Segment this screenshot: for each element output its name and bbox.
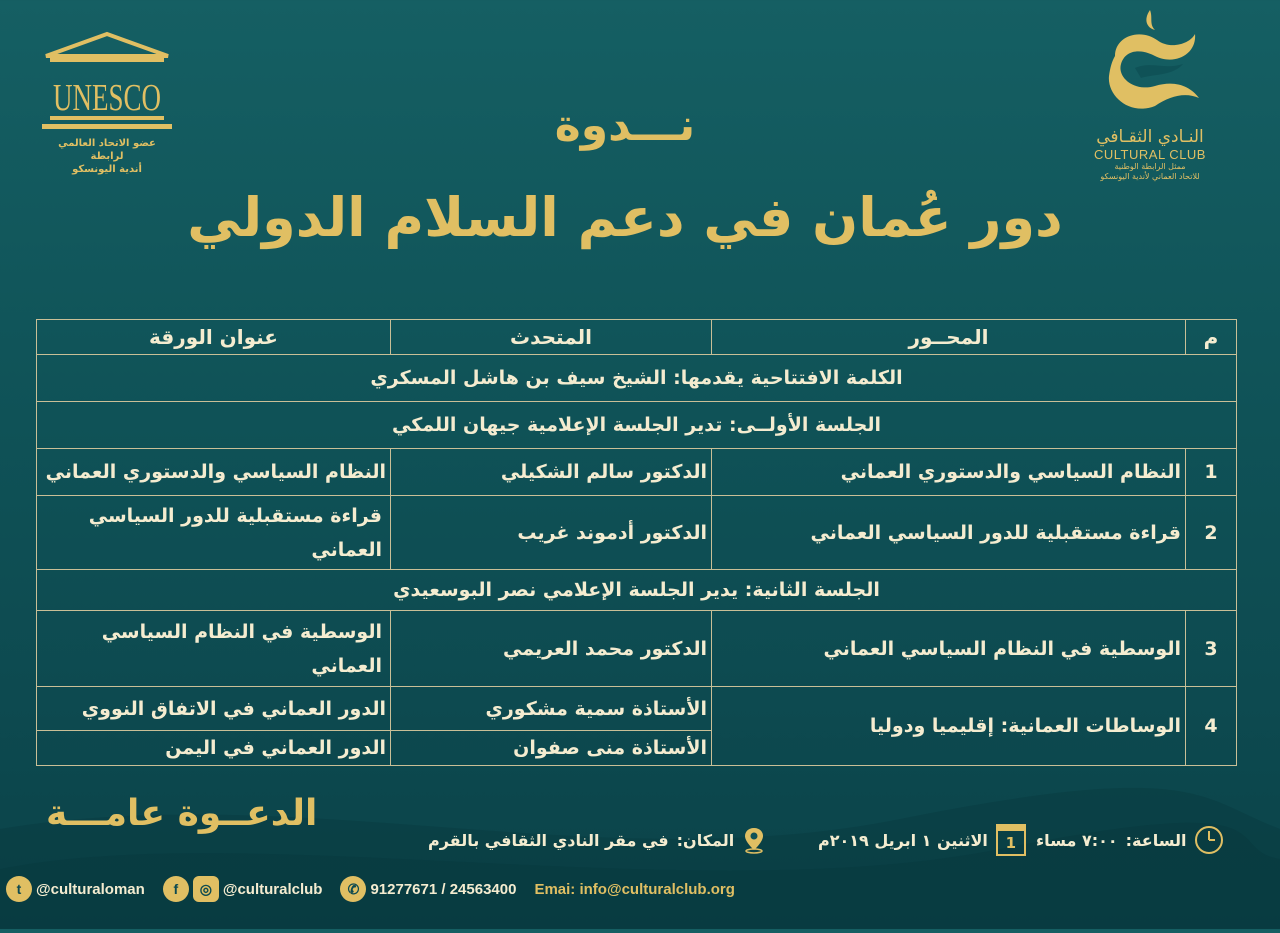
calendar-icon: 1	[996, 824, 1026, 856]
row-paper: الدور العماني في الاتفاق النووي	[37, 687, 391, 731]
email-address: Emai: info@culturalclub.org	[534, 880, 735, 898]
cultural-club-logo	[1080, 6, 1220, 182]
row-paper: النظام السياسي والدستوري العماني	[37, 449, 391, 496]
row-axis: الوسطية في النظام السياسي العماني	[712, 611, 1186, 687]
row-speaker: الدكتور أدموند غريب	[391, 496, 712, 570]
unesco-caption-2: أندية اليونسكو	[72, 164, 142, 175]
unesco-word: UNESCO	[53, 77, 161, 119]
table-row	[37, 355, 1237, 402]
row-num: 4	[1186, 687, 1237, 766]
row-paper: الدور العماني في اليمن	[37, 731, 391, 766]
date-value: الاثنين ١ ابريل ٢٠١٩م	[818, 830, 988, 850]
event-main-title: دور عُمان في دعم السلام الدولي	[187, 186, 1063, 249]
row-speaker: الدكتور سالم الشكيلي	[391, 449, 712, 496]
unesco-caption-1: عضو الاتحاد العالمي لرابطة	[58, 138, 156, 162]
location-pin-icon	[742, 826, 766, 854]
twitter-handle: @culturaloman	[36, 880, 145, 898]
row-speaker: الأستاذة سمية مشكوري	[391, 687, 712, 731]
row-num: 1	[1186, 449, 1237, 496]
event-type-title: نـــدوة	[554, 100, 696, 151]
facebook-icon: f	[163, 876, 189, 902]
row-paper: الوسطية في النظام السياسي العماني	[37, 611, 391, 687]
social-contact[interactable]	[163, 876, 323, 902]
place-value: في مقر النادي الثقافي بالقرم	[428, 830, 669, 850]
row-axis: النظام السياسي والدستوري العماني	[712, 449, 1186, 496]
program-table	[36, 319, 1237, 766]
club-sub-2: للاتحاد العماني لأندية اليونسكو	[1100, 172, 1200, 181]
table-row	[37, 402, 1237, 449]
opening-speech: الكلمة الافتتاحية يقدمها: الشيخ سيف بن هاشل المسكري	[37, 355, 1237, 402]
event-place	[428, 820, 766, 860]
row-axis: الوساطات العمانية: إقليميا ودوليا	[712, 687, 1186, 766]
club-name-en: CULTURAL CLUB	[1094, 147, 1206, 162]
phone-numbers: 91277671 / 24563400	[370, 880, 517, 898]
row-num: 3	[1186, 611, 1237, 687]
twitter-icon: t	[6, 876, 32, 902]
twitter-contact[interactable]	[6, 876, 145, 902]
row-axis: قراءة مستقبلية للدور السياسي العماني	[712, 496, 1186, 570]
header-num: م	[1186, 320, 1237, 355]
row-speaker: الأستاذة منى صفوان	[391, 731, 712, 766]
place-label: المكان:	[676, 830, 735, 850]
table-row	[37, 449, 1237, 496]
instagram-handle: @culturalclub	[222, 880, 323, 898]
table-header-row	[37, 320, 1237, 355]
row-speaker: الدكتور محمد العريمي	[391, 611, 712, 687]
time-value: ٧:٠٠ مساء	[1036, 830, 1118, 850]
row-num: 2	[1186, 496, 1237, 570]
table-row	[37, 496, 1237, 570]
instagram-icon: ◎	[193, 876, 219, 902]
header-axis: المحــور	[712, 320, 1186, 355]
table-row	[37, 687, 1237, 731]
whatsapp-icon: ✆	[340, 876, 366, 902]
email-contact[interactable]	[534, 881, 734, 898]
club-sub-1: ممثل الرابطة الوطنية	[1114, 162, 1186, 171]
time-label: الساعة:	[1125, 830, 1187, 850]
session-1-title: الجلسة الأولــى: تدير الجلسة الإعلامية جيهان اللمكي	[37, 402, 1237, 449]
event-date	[818, 820, 1026, 860]
event-time	[1036, 820, 1224, 860]
row-paper: قراءة مستقبلية للدور السياسي العماني	[37, 496, 391, 570]
header-speaker: المتحدث	[391, 320, 712, 355]
header-paper: عنوان الورقة	[37, 320, 391, 355]
table-row	[37, 611, 1237, 687]
session-2-title: الجلسة الثانية: يدير الجلسة الإعلامي نصر البوسعيدي	[37, 570, 1237, 611]
contact-footer	[6, 871, 753, 907]
table-row	[37, 570, 1237, 611]
phone-contact[interactable]	[340, 876, 516, 902]
clock-icon	[1194, 825, 1224, 855]
public-invitation: الدعــوة عامـــة	[46, 793, 318, 834]
club-name-ar: النـادي الثقـافي	[1096, 127, 1204, 147]
